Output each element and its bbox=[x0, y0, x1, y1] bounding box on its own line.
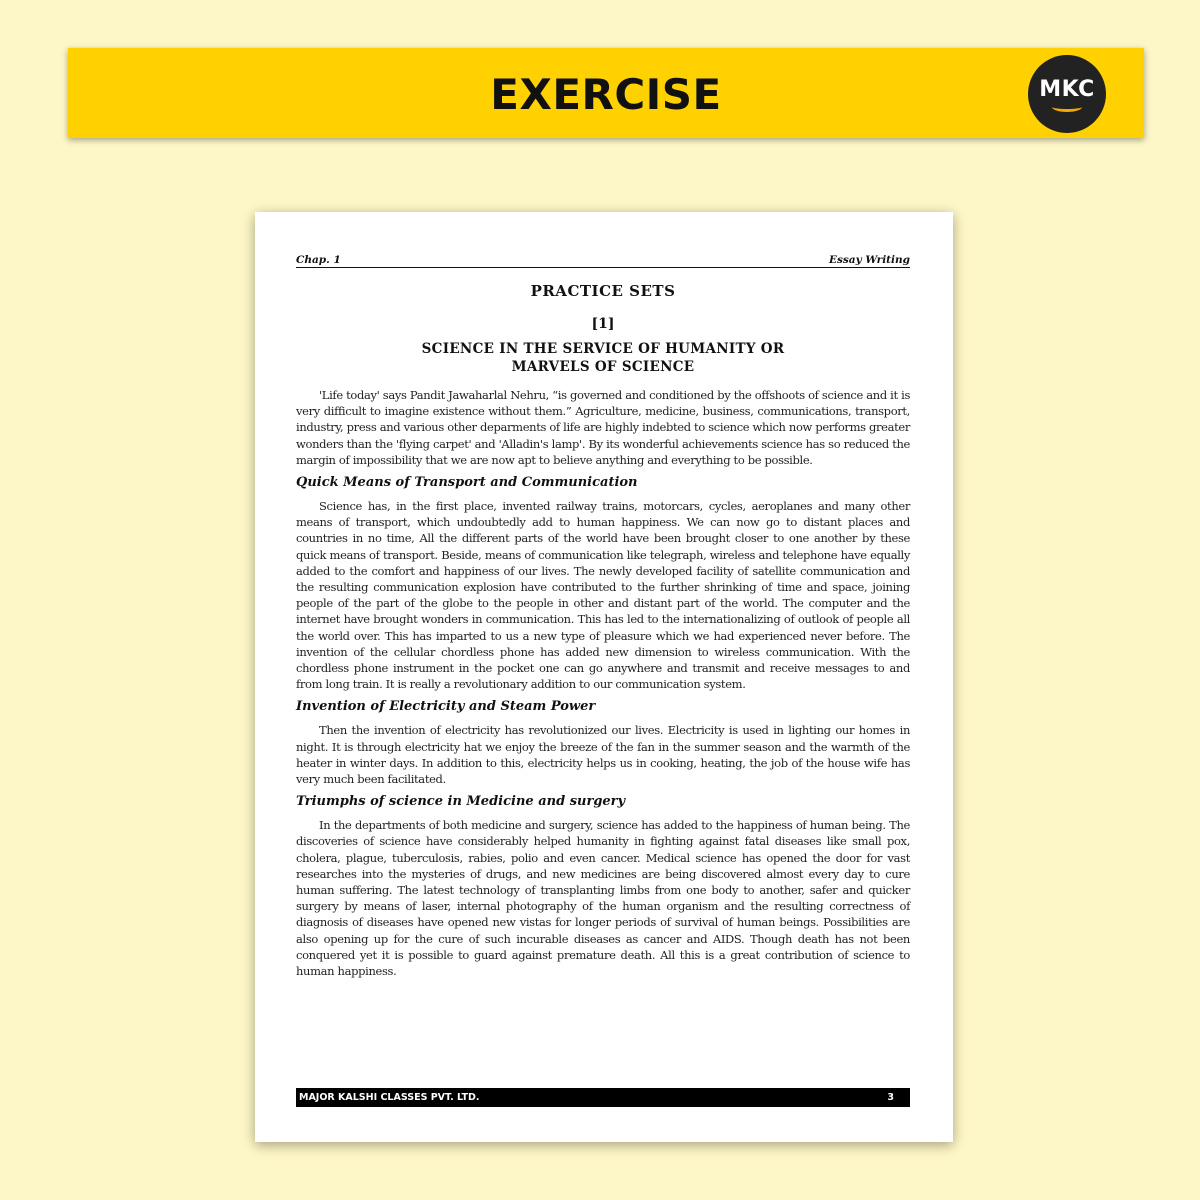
set-number: [1] bbox=[591, 316, 615, 332]
page-content bbox=[296, 254, 910, 979]
running-header bbox=[296, 254, 910, 268]
practice-sets-title: PRACTICE SETS bbox=[530, 282, 676, 300]
essay-title-line-2: MARVELS OF SCIENCE bbox=[511, 359, 695, 375]
essay-title bbox=[296, 340, 910, 376]
section-heading-electricity: Invention of Electricity and Steam Power bbox=[296, 699, 596, 715]
document-page bbox=[255, 212, 953, 1142]
section-text-electricity: Then the invention of electricity has revolutionized our lives. Electricity is used in lighting our homes in night. It is through electricity hat we enjoy the breeze of the fan in the summer season and the warmth of the heater in winter days. In addition to this, electricity helps us in cooking, heating, the job of the house wife has very much been facilitated. bbox=[296, 723, 910, 787]
section-text-medicine: In the departments of both medicine and surgery, science has added to the happiness of human being. The discoveries of science have considerably helped humanity in fighting against fatal diseases like small pox, cholera, plague, tuberculosis, rabies, polio and even cancer. Medical science has opened the door for vast researches into the mysteries of drugs, and new medicines are being discovered almost every day to cure human suffering. The latest technology of transplanting limbs from one body to another, safer and quicker surgery by means of laser, internal photography of the human organism and the resulting correctness of diagnosis of diseases have opened new vistas for longer periods of survival of human beings. Possibilities are also opening up for the cure of such incurable diseases as cancer and AIDS. Though death has not been conquered yet it is possible to guard against premature death. All this is a great contribution of science to human happiness. bbox=[296, 818, 910, 979]
page-footer bbox=[296, 1088, 910, 1107]
mkc-logo bbox=[1028, 55, 1106, 133]
section-heading-transport: Quick Means of Transport and Communication bbox=[296, 475, 638, 491]
header-chapter: Chap. 1 bbox=[296, 254, 341, 266]
header-subject: Essay Writing bbox=[828, 254, 910, 266]
exercise-banner bbox=[68, 48, 1144, 138]
intro-paragraph: 'Life today' says Pandit Jawaharlal Nehru, “is governed and conditioned by the offshoots of science and it is very difficult to imagine existence without them.” Agriculture, medicine, business, communications, transport, industry, press and various other deparments of life are highly indebted to science which now performs greater wonders than the 'flying carpet' and 'Alladin's lamp'. By its wonderful achievements science has so reduced the margin of impossibility that we are now apt to believe anything and everything to be possible. bbox=[296, 388, 910, 467]
footer-page-number: 3 bbox=[887, 1092, 894, 1103]
section-text-transport: Science has, in the first place, invented railway trains, motorcars, cycles, aeroplanes and many other means of transport, which undoubtedly add to human happiness. We can now go to distant places and countries in no time, All the different parts of the world have been brought closer to one another by these quick means of transport. Beside, means of communication like telegraph, wireless and telephone have equally added to the comfort and happiness of our lives. The newly developed facility of satellite communication and the resulting communication explosion have contributed to the further shrinking of time and space, joining people of the part of the globe to the people in other and distant part of the world. The computer and the internet have brought wonders in communication. This has led to the internationalizing of outlook of people all the world over. This has imparted to us a new type of pleasure which we had experienced never before. The invention of the cellular chordless phone has added new dimension to wireless communication. With the chordless phone instrument in the pocket one can go anywhere and transmit and receive messages to and from long train. It is really a revolutionary addition to our communication system. bbox=[296, 499, 910, 692]
banner-title: EXERCISE bbox=[490, 70, 722, 119]
logo-smile-icon bbox=[1052, 102, 1082, 112]
logo-text: MKC bbox=[1039, 77, 1095, 102]
essay-title-line-1: SCIENCE IN THE SERVICE OF HUMANITY OR bbox=[421, 341, 785, 357]
section-heading-medicine: Triumphs of science in Medicine and surgery bbox=[296, 794, 626, 810]
footer-publisher: MAJOR KALSHI CLASSES PVT. LTD. bbox=[299, 1092, 480, 1103]
